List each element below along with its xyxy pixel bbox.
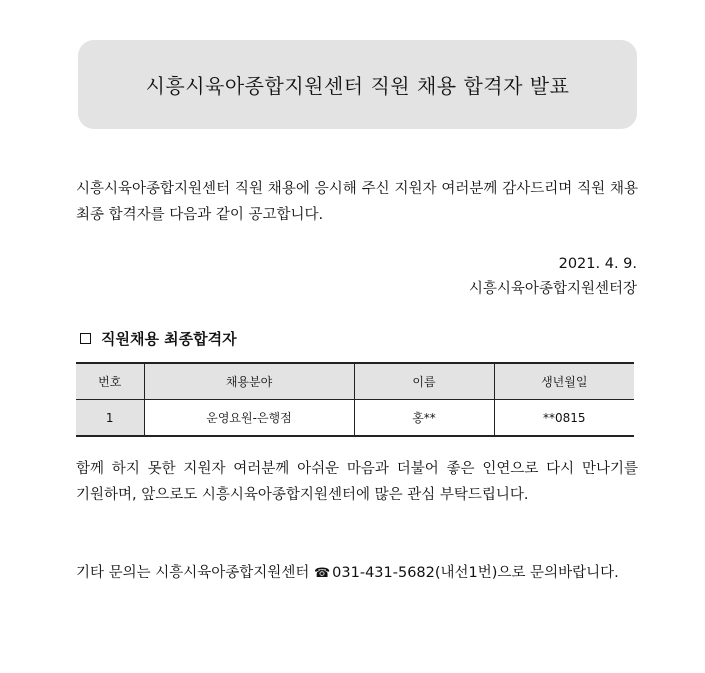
- title-banner: [78, 40, 637, 129]
- results-table: [76, 362, 634, 437]
- table-header-row: [76, 363, 634, 400]
- header-field: 채용분야: [144, 363, 354, 400]
- section-heading: [80, 328, 237, 349]
- checkbox-icon: [80, 333, 91, 344]
- telephone-icon: ☎: [313, 566, 331, 581]
- contact-paragraph: [76, 560, 638, 587]
- signer: 시흥시육아종합지원센터장: [468, 281, 637, 297]
- contact-prefix: 기타 문의는 시흥시육아종합지원센터: [76, 565, 310, 581]
- closing-paragraph: 함께 하지 못한 지원자 여러분께 아쉬운 마음과 더불어 좋은 인연으로 다시 만나기를 기원하며, 앞으로도 시흥시육아종합지원센터에 많은 관심 부탁드립니다.: [76, 461, 638, 503]
- cell-birthdate: **0815: [494, 400, 634, 437]
- header-birthdate: 생년월일: [494, 363, 634, 400]
- header-number: 번호: [76, 363, 144, 400]
- cell-number: 1: [76, 400, 144, 437]
- cell-field: 운영요원-은행점: [144, 400, 354, 437]
- contact-phone: 031-431-5682(내선1번): [332, 565, 498, 581]
- section-heading-text: 직원채용 최종합격자: [101, 330, 237, 348]
- intro-paragraph: 시흥시육아종합지원센터 직원 채용에 응시해 주신 지원자 여러분께 감사드리며 직원 채용 최종 합격자를 다음과 같이 공고합니다.: [76, 181, 638, 223]
- page-title: 시흥시육아종합지원센터 직원 채용 합격자 발표: [145, 74, 570, 98]
- cell-name: 홍**: [354, 400, 494, 437]
- announcement-date: 2021. 4. 9.: [558, 256, 637, 272]
- header-name: 이름: [354, 363, 494, 400]
- table-row: [76, 400, 634, 437]
- contact-suffix: 으로 문의바랍니다.: [497, 565, 619, 581]
